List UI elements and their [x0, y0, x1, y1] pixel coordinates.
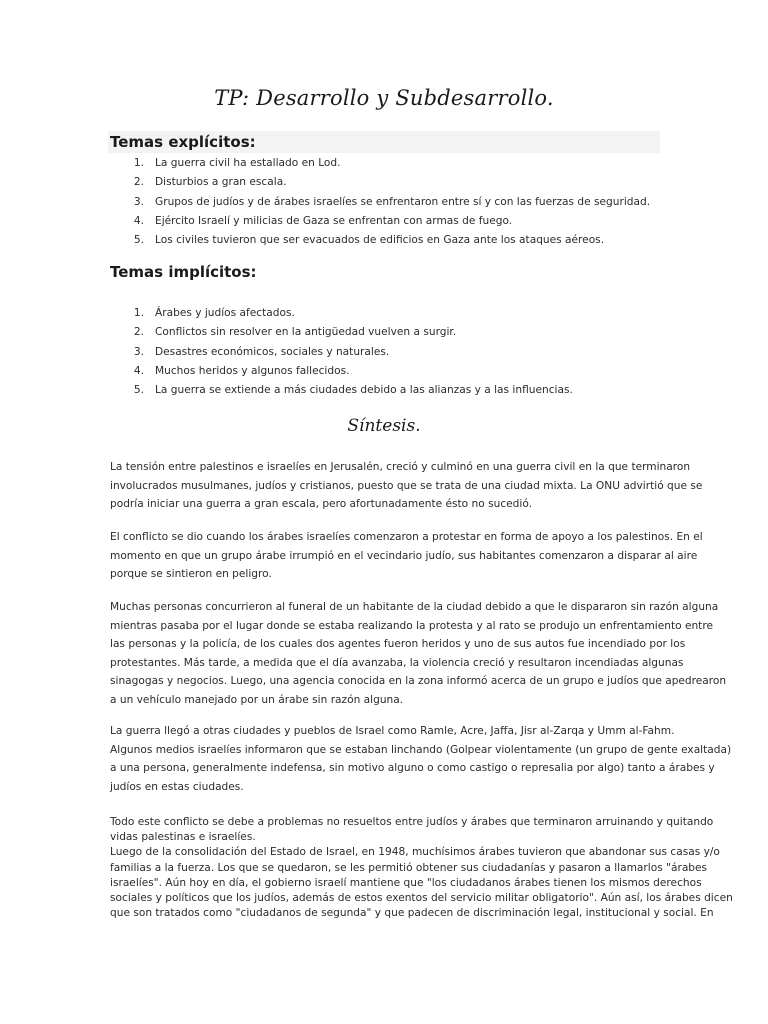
list-item: 5. Los civiles tuvieron que ser evacuados de edificios en Gaza ante los ataques aéreos. [133, 234, 605, 247]
implicit-topics-list [110, 304, 670, 400]
synthesis-paragraph-3: Muchas personas concurrieron al funeral de un habitante de la ciudad debido a que le dispararon sin razón alguna mientras pasaba por el lugar donde se estaba realizando la protesta y al rato se produjo un enfrentamiento entre las personas y la policía, de los cuales dos agentes fueron heridos y uno de sus autos fue incendiado por los protestantes. Más tarde, a medida que el día avanzaba, la violencia creció y resultaron incendiadas algunas sinagogas y negocios. Luego, una agencia conocida en la zona informó acerca de un grupo e judíos que apedrearon a un vehículo manejado por un árabe sin razón alguna. [110, 601, 727, 706]
synthesis-paragraph-5: Todo este conflicto se debe a problemas no resueltos entre judíos y árabes que terminaron arruinando y quitando vidas palestinas e israelíes. Luego de la consolidación del Estado de Israel, en 1948, muchísimos árabes tuvieron que abandonar sus casas y/o familias a la fuerza. Los que se quedaron, se les permitió obtener sus ciudadanías y pasaron a llamarlos "árabes israelíes". Aún hoy en día, el gobierno israelí mantiene que "los ciudadanos árabes tienen los mismos derechos sociales y políticos que los judíos, además de estos exentos del servicio militar obligatorio". Aún así, los árabes dicen que son tratados como "ciudadanos de segunda" y que padecen de discriminación legal, institucional y social. En [110, 816, 733, 920]
synthesis-paragraph-1: La tensión entre palestinos e israelíes en Jerusalén, creció y culminó en una guerra civil en la que terminaron involucrados musulmanes, judíos y cristianos, puesto que se trata de una ciudad mixta. La ONU advirtió que se podría iniciar una guerra a gran escala, pero afortunadamente ésto no sucedió. [110, 461, 703, 511]
list-item: 5. La guerra se extiende a más ciudades debido a las alianzas y a las influencias. [133, 384, 573, 397]
list-item: 3. Desastres económicos, sociales y naturales. [133, 345, 390, 358]
synthesis-heading: Síntesis. [347, 416, 421, 436]
list-item: 2. Disturbios a gran escala. [133, 176, 287, 189]
list-item: 1. Árabes y judíos afectados. [133, 307, 295, 319]
list-item: 3. Grupos de judíos y de árabes israelíes se enfrentaron entre sí y con las fuerzas de seguridad. [133, 195, 651, 208]
synthesis-paragraph-2: El conflicto se dio cuando los árabes israelíes comenzaron a protestar en forma de apoyo a los palestinos. En el momento en que un grupo árabe irrumpió en el vecindario judío, sus habitantes comenzaron a disparar al aire porque se sintieron en peligro. [110, 531, 703, 581]
explicit-topics-heading: Temas explícitos: [110, 133, 256, 151]
list-item: 4. Muchos heridos y algunos fallecidos. [133, 364, 350, 377]
list-item: 2. Conflictos sin resolver en la antigüedad vuelven a surgir. [133, 326, 457, 339]
synthesis-paragraph-4: La guerra llegó a otras ciudades y pueblos de Israel como Ramle, Acre, Jaffa, Jisr al-Zarqa y Umm al-Fahm. Algunos medios israelíes informaron que se estaban linchando (Golpear violentamente (un grupo de gente exaltada) a una persona, generalmente indefensa, sin motivo alguno o como castigo o represalia por algo) tanto a árabes y judíos en estas ciudades. [110, 725, 732, 793]
list-item: 4. Ejército Israelí y milicias de Gaza se enfrentan con armas de fuego. [133, 214, 513, 227]
implicit-topics-heading: Temas implícitos: [110, 263, 257, 281]
document-title: TP: Desarrollo y Subdesarrollo. [214, 86, 554, 110]
list-item: 1. La guerra civil ha estallado en Lod. [133, 157, 341, 169]
explicit-topics-list [110, 154, 670, 250]
